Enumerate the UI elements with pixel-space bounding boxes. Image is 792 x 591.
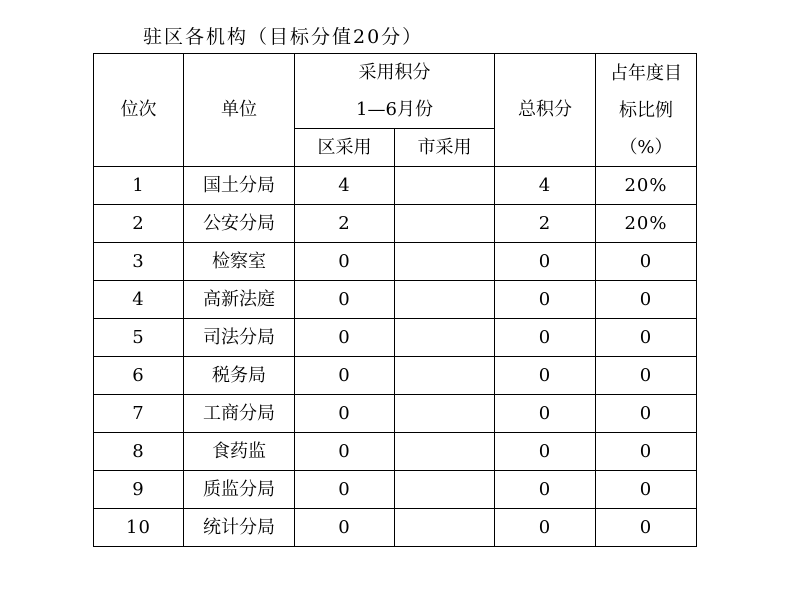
table-row [94, 281, 697, 319]
cell-city [395, 243, 495, 281]
header-adopted-line2: 1—6月份 [356, 99, 433, 120]
header-ratio [596, 54, 697, 167]
cell-ratio: 0 [596, 281, 697, 319]
cell-unit: 统计分局 [184, 509, 295, 547]
cell-city [395, 471, 495, 509]
table-row [94, 395, 697, 433]
header-rank: 位次 [94, 54, 184, 167]
cell-district: 4 [295, 167, 395, 205]
cell-rank: 5 [94, 319, 184, 357]
cell-city [395, 281, 495, 319]
table-row [94, 433, 697, 471]
score-table [93, 53, 697, 547]
cell-ratio: 20% [596, 205, 697, 243]
cell-total: 4 [495, 167, 596, 205]
cell-rank: 2 [94, 205, 184, 243]
cell-total: 0 [495, 319, 596, 357]
cell-rank: 10 [94, 509, 184, 547]
table-row [94, 509, 697, 547]
header-district: 区采用 [295, 129, 395, 167]
header-ratio-line3: （%） [619, 136, 673, 158]
cell-rank: 4 [94, 281, 184, 319]
cell-district: 0 [295, 471, 395, 509]
table-row [94, 205, 697, 243]
cell-rank: 1 [94, 167, 184, 205]
cell-rank: 3 [94, 243, 184, 281]
header-adopted [295, 54, 495, 129]
table-row [94, 167, 697, 205]
cell-rank: 8 [94, 433, 184, 471]
header-ratio-line2: 标比例 [619, 99, 673, 121]
cell-district: 0 [295, 509, 395, 547]
cell-rank: 9 [94, 471, 184, 509]
cell-city [395, 433, 495, 471]
table-caption: 驻区各机构（目标分值20分） [143, 26, 424, 48]
cell-unit: 高新法庭 [184, 281, 295, 319]
cell-total: 0 [495, 357, 596, 395]
cell-rank: 6 [94, 357, 184, 395]
cell-district: 0 [295, 357, 395, 395]
cell-total: 0 [495, 509, 596, 547]
cell-city [395, 167, 495, 205]
cell-ratio: 0 [596, 471, 697, 509]
cell-unit: 质监分局 [184, 471, 295, 509]
cell-ratio: 0 [596, 319, 697, 357]
header-unit: 单位 [184, 54, 295, 167]
cell-total: 0 [495, 243, 596, 281]
cell-unit: 公安分局 [184, 205, 295, 243]
cell-rank: 7 [94, 395, 184, 433]
cell-unit: 税务局 [184, 357, 295, 395]
cell-unit: 食药监 [184, 433, 295, 471]
cell-district: 0 [295, 319, 395, 357]
cell-city [395, 509, 495, 547]
cell-ratio: 0 [596, 509, 697, 547]
table-row [94, 319, 697, 357]
cell-city [395, 357, 495, 395]
cell-total: 2 [495, 205, 596, 243]
cell-ratio: 0 [596, 243, 697, 281]
cell-city [395, 319, 495, 357]
table-row [94, 243, 697, 281]
header-total: 总积分 [495, 54, 596, 167]
table-row [94, 357, 697, 395]
cell-district: 2 [295, 205, 395, 243]
cell-total: 0 [495, 433, 596, 471]
cell-district: 0 [295, 433, 395, 471]
cell-district: 0 [295, 243, 395, 281]
cell-ratio: 20% [596, 167, 697, 205]
header-adopted-line1: 采用积分 [358, 62, 431, 83]
table-row [94, 471, 697, 509]
cell-unit: 工商分局 [184, 395, 295, 433]
cell-unit: 司法分局 [184, 319, 295, 357]
cell-total: 0 [495, 395, 596, 433]
cell-total: 0 [495, 281, 596, 319]
cell-unit: 检察室 [184, 243, 295, 281]
cell-unit: 国土分局 [184, 167, 295, 205]
cell-district: 0 [295, 395, 395, 433]
cell-ratio: 0 [596, 395, 697, 433]
header-ratio-line1: 占年度目 [610, 62, 682, 84]
cell-district: 0 [295, 281, 395, 319]
cell-city [395, 395, 495, 433]
header-city: 市采用 [395, 129, 495, 167]
cell-total: 0 [495, 471, 596, 509]
cell-ratio: 0 [596, 357, 697, 395]
cell-ratio: 0 [596, 433, 697, 471]
cell-city [395, 205, 495, 243]
